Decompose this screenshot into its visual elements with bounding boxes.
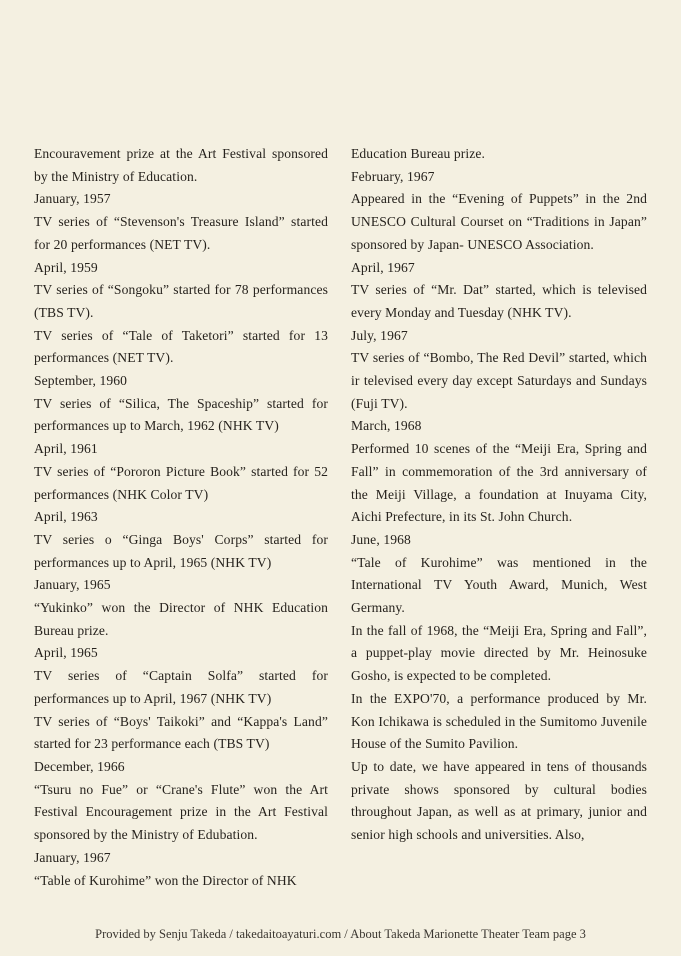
paragraph: TV series of “Pororon Picture Book” started for 52 performances (NHK Color TV) [34, 463, 328, 502]
paragraph: Encouravement prize at the Art Festival sponsored by the Ministry of Education. [34, 146, 328, 184]
date-heading: April, 1965 [34, 645, 98, 661]
paragraph: Up to date, we have appeared in tens of thousands private shows sponsored by cultural bodies throughout Japan, as well as at primary, junior and senior high schools and universities. Also, [351, 758, 647, 843]
paragraph: TV series of “Captain Solfa” started for performances up to April, 1967 (NHK TV) [34, 668, 328, 706]
left-column [34, 143, 328, 892]
paragraph: TV series of “Stevenson's Treasure Island” started for 20 performances (NET TV). [34, 214, 328, 252]
paragraph: “Tsuru no Fue” or “Crane's Flute” won the Art Festival Encouragement prize in the Art Festival sponsored by the Ministry of Edubation. [34, 781, 328, 843]
paragraph: In the EXPO'70, a performance produced by Mr. Kon Ichikawa is scheduled in the Sumitomo Juvenile House of the Sumito Pavilion. [351, 690, 647, 752]
date-heading: June, 1968 [351, 531, 411, 547]
date-heading: July, 1967 [351, 327, 408, 343]
date-heading: April, 1959 [34, 259, 98, 275]
paragraph: “Tale of Kurohime” was mentioned in the International TV Youth Award, Munich, West Germany. [351, 554, 647, 616]
paragraph: “Yukinko” won the Director of NHK Education Bureau prize. [34, 600, 328, 638]
page-footer: Provided by Senju Takeda / takedaitoayaturi.com / About Takeda Marionette Theater Team page 3 [95, 927, 586, 941]
paragraph: In the fall of 1968, the “Meiji Era, Spring and Fall”, a puppet-play movie directed by Mr. Heinosuke Gosho, is expected to be completed. [351, 622, 647, 684]
date-heading: September, 1960 [34, 373, 128, 389]
date-heading: April, 1963 [34, 509, 98, 525]
paragraph: Appeared in the “Evening of Puppets” in the 2nd UNESCO Cultural Courset on “Traditions in Japan” sponsored by Japan- UNESCO Association. [351, 191, 647, 252]
date-heading: April, 1967 [351, 259, 415, 275]
paragraph: TV series of “Bombo, The Red Devil” started, which ir televised every day except Saturdays and Sundays (Fuji TV). [351, 350, 647, 411]
date-heading: January, 1965 [34, 577, 111, 593]
paragraph: Education Bureau prize. [351, 146, 486, 161]
date-heading: December, 1966 [34, 758, 125, 774]
paragraph: TV series o “Ginga Boys' Corps” started for performances up to April, 1965 (NHK TV) [34, 531, 328, 570]
date-heading: January, 1957 [34, 191, 111, 207]
date-heading: February, 1967 [351, 168, 435, 184]
paragraph: TV series of “Boys' Taikoki” and “Kappa's Land” started for 23 performance each (TBS TV) [34, 713, 328, 752]
paragraph: “Table of Kurohime” won the Director of NHK [34, 872, 297, 888]
date-heading: March, 1968 [351, 418, 422, 434]
paragraph: TV series of “Tale of Taketori” started for 13 performances (NET TV). [34, 327, 328, 366]
paragraph: Performed 10 scenes of the “Meiji Era, Spring and Fall” in commemoration of the 3rd anniversary of the Meiji Village, a foundation at Inuyama City, Aichi Prefecture, in its St. John Church. [351, 441, 647, 525]
paragraph: TV series of “Songoku” started for 78 performances (TBS TV). [34, 282, 328, 320]
right-column [351, 143, 647, 847]
date-heading: April, 1961 [34, 441, 98, 457]
paragraph: TV series of “Mr. Dat” started, which is televised every Monday and Tuesday (NHK TV). [351, 282, 647, 320]
date-heading: January, 1967 [34, 849, 111, 865]
paragraph: TV series of “Silica, The Spaceship” started for performances up to March, 1962 (NHK TV) [34, 395, 328, 434]
